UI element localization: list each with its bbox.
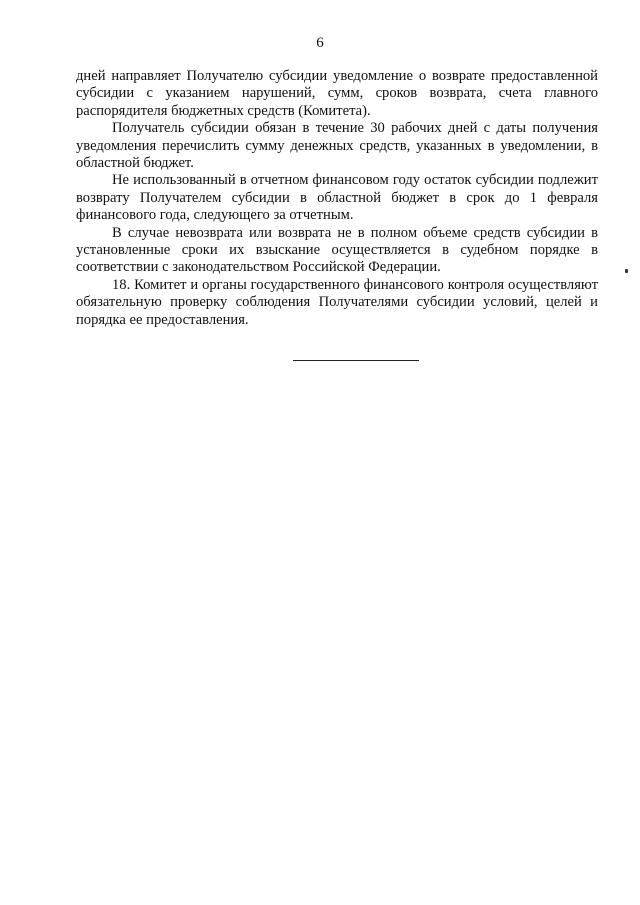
scan-artifact-dot <box>625 269 628 273</box>
paragraph-recipient-obligation: Получатель субсидии обязан в течение 30 рабочих дней с даты получения уведомления перечислить сумму денежных средств, указанных в уведомлении, в областной бюджет. <box>76 120 598 172</box>
paragraph-judicial-recovery: В случае невозврата или возврата не в полном объеме средств субсидии в установленные сроки их взыскание осуществляется в судебном порядке в соответствии с законодательством Российской Федерации. <box>76 224 598 276</box>
paragraph-unused-balance: Не использованный в отчетном финансовом году остаток субсидии подлежит возврату Получателем субсидии в областной бюджет в срок до 1 февраля финансового года, следующего за отчетным. <box>76 172 598 224</box>
page-number: 6 <box>316 35 324 51</box>
end-of-text-rule <box>293 360 419 361</box>
document-body <box>76 68 598 329</box>
paragraph-return-notice: дней направляет Получателю субсидии уведомление о возврате предоставленной субсидии с указанием нарушений, сумм, сроков возврата, счета главного распорядителя бюджетных средств (Комитета). <box>76 68 598 119</box>
paragraph-item-18-control: 18. Комитет и органы государственного финансового контроля осуществляют обязательную проверку соблюдения Получателями субсидии условий, целей и порядка ее предоставления. <box>76 276 598 328</box>
